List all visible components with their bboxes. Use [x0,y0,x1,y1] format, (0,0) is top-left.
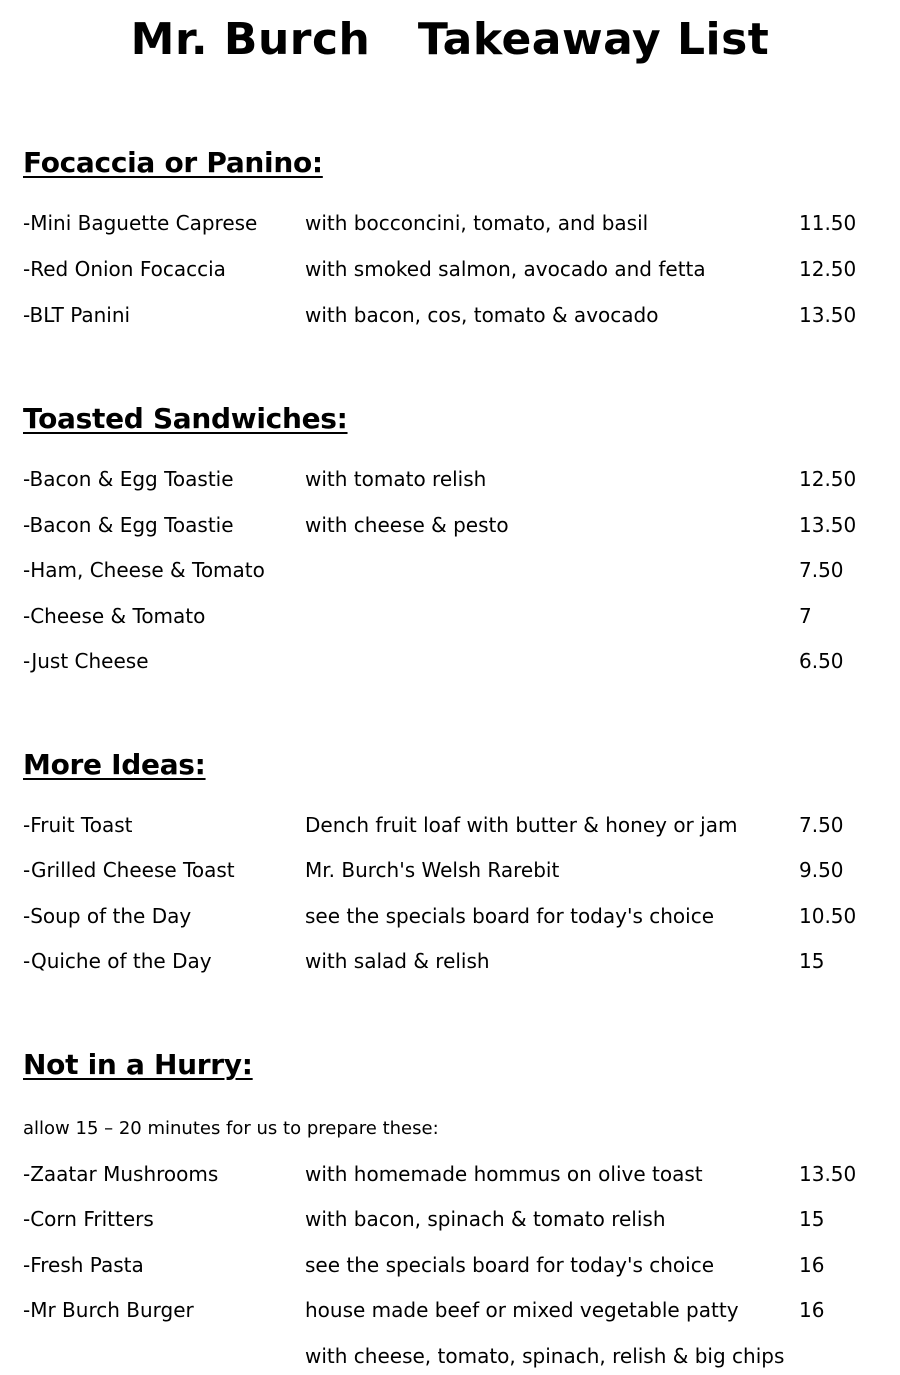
menu-item [23,510,883,540]
item-price: 7 [799,604,812,628]
item-name: -Cheese & Tomato [23,604,206,628]
section-heading: Focaccia or Panino: [23,146,323,179]
menu-item [23,810,883,840]
menu-item [23,901,883,931]
item-price: 16 [799,1253,825,1277]
item-description: with bacon, spinach & tomato relish [305,1207,666,1231]
menu-item-continuation [23,1341,883,1371]
item-description: with salad & relish [305,949,490,973]
menu-item [23,601,883,631]
section-heading: Not in a Hurry: [23,1048,253,1081]
item-description: with cheese & pesto [305,513,509,537]
section-focaccia-panino [23,146,883,327]
item-price: 12.50 [799,467,857,491]
item-price: 11.50 [799,211,857,235]
item-price: 9.50 [799,858,844,882]
item-name: -Grilled Cheese Toast [23,858,235,882]
item-description: with bocconcini, tomato, and basil [305,211,649,235]
menu-item [23,946,883,976]
menu-item [23,855,883,885]
item-price: 15 [799,949,825,973]
menu-item [23,1159,883,1189]
item-description: with homemade hommus on olive toast [305,1162,703,1186]
menu-item [23,464,883,494]
menu-item [23,555,883,585]
section-heading: Toasted Sandwiches: [23,402,348,435]
page-title: Mr. Burch Takeaway List [130,14,770,65]
item-name: -Fruit Toast [23,813,133,837]
menu-item [23,1250,883,1280]
section-toasted-sandwiches [23,402,883,673]
item-price: 10.50 [799,904,857,928]
item-name: -Bacon & Egg Toastie [23,513,234,537]
menu-item [23,646,883,676]
item-description: with cheese, tomato, spinach, relish & big chips [305,1344,785,1368]
item-name: -Mini Baguette Caprese [23,211,258,235]
item-description: with bacon, cos, tomato & avocado [305,303,659,327]
item-name: -BLT Panini [23,303,131,327]
item-description: with tomato relish [305,467,487,491]
menu-item [23,1204,883,1234]
menu-item [23,1295,883,1325]
menu-item [23,300,883,330]
item-price: 13.50 [799,303,857,327]
section-not-in-a-hurry [23,1048,883,1368]
item-price: 16 [799,1298,825,1322]
item-name: -Red Onion Focaccia [23,257,226,281]
item-description: see the specials board for today's choice [305,904,715,928]
item-name: -Corn Fritters [23,1207,154,1231]
item-price: 15 [799,1207,825,1231]
item-name: -Bacon & Egg Toastie [23,467,234,491]
item-price: 7.50 [799,558,844,582]
item-price: 6.50 [799,649,844,673]
item-name: -Quiche of the Day [23,949,212,973]
item-price: 13.50 [799,1162,857,1186]
section-heading: More Ideas: [23,748,206,781]
item-name: -Fresh Pasta [23,1253,144,1277]
item-description: Dench fruit loaf with butter & honey or jam [305,813,738,837]
item-description: with smoked salmon, avocado and fetta [305,257,706,281]
menu-item [23,254,883,284]
item-name: -Zaatar Mushrooms [23,1162,219,1186]
menu-item [23,208,883,238]
section-more-ideas [23,748,883,973]
item-description: see the specials board for today's choice [305,1253,715,1277]
item-name: -Ham, Cheese & Tomato [23,558,265,582]
item-price: 7.50 [799,813,844,837]
item-name: -Just Cheese [23,649,149,673]
item-description: Mr. Burch's Welsh Rarebit [305,858,560,882]
item-description: house made beef or mixed vegetable patty [305,1298,739,1322]
preparation-note: allow 15 – 20 minutes for us to prepare these: [23,1118,439,1139]
item-name: -Mr Burch Burger [23,1298,194,1322]
item-price: 12.50 [799,257,857,281]
item-price: 13.50 [799,513,857,537]
item-name: -Soup of the Day [23,904,192,928]
